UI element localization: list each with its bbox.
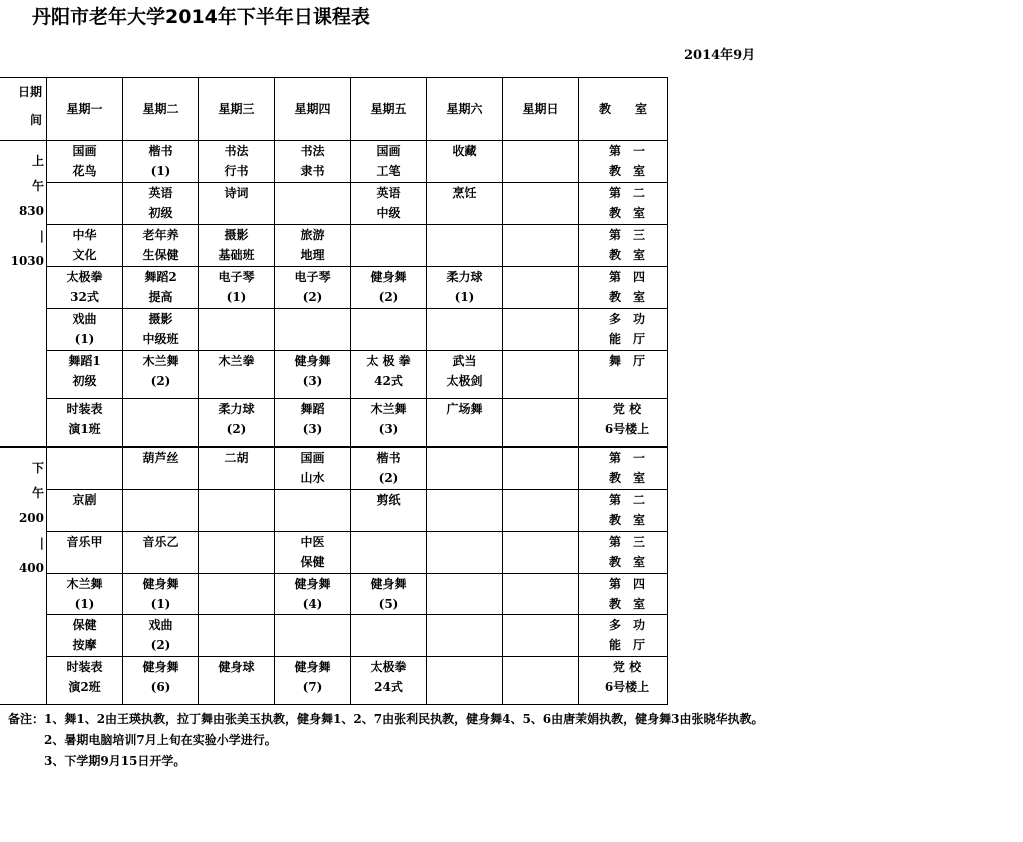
course-cell — [199, 532, 275, 574]
cell-line: 初级 — [72, 374, 97, 388]
cell-line: 24式 — [374, 680, 403, 694]
cell-line: 太极剑 — [446, 374, 483, 388]
cell-line: 健身舞 — [370, 577, 407, 591]
course-cell — [199, 657, 275, 705]
cell-line: 隶书 — [300, 164, 325, 178]
classroom-line: 教 室 — [608, 248, 645, 262]
course-cell — [123, 399, 199, 448]
course-cell — [351, 351, 427, 399]
course-cell — [427, 225, 503, 267]
cell-line: 健身舞 — [142, 660, 179, 674]
classroom-line: 教 室 — [608, 513, 645, 527]
course-cell — [47, 574, 123, 615]
course-cell — [275, 183, 351, 225]
classroom-cell — [579, 225, 668, 267]
cell-line: (1) — [150, 597, 171, 611]
course-cell — [275, 574, 351, 615]
course-cell — [503, 657, 579, 705]
classroom-line: 教 室 — [608, 597, 645, 611]
cell-line: 摄影 — [148, 312, 173, 326]
schedule-row — [0, 309, 668, 351]
classroom-line: 6号楼上 — [604, 422, 650, 436]
cell-line: 音乐甲 — [66, 535, 103, 549]
course-cell — [199, 309, 275, 351]
cell-line: 书法 — [300, 144, 325, 158]
schedule-row — [0, 615, 668, 657]
cell-line: (2) — [302, 290, 323, 304]
cell-line: 演1班 — [68, 422, 101, 436]
cell-line: 木兰舞 — [66, 577, 103, 591]
course-cell — [47, 615, 123, 657]
cell-line: (2) — [150, 638, 171, 652]
classroom-line: 第 一 — [608, 451, 645, 465]
cell-line: 老年养 — [142, 228, 179, 242]
cell-line: 木兰拳 — [218, 354, 255, 368]
schedule-row — [0, 183, 668, 225]
course-cell — [199, 615, 275, 657]
header-corner: 日期 间 — [0, 78, 47, 141]
course-cell — [123, 657, 199, 705]
course-cell — [351, 225, 427, 267]
cell-line: 行书 — [224, 164, 249, 178]
cell-line: 400 — [18, 561, 44, 575]
cell-line: (2) — [378, 471, 399, 485]
cell-line: 柔力球 — [218, 402, 255, 416]
course-cell — [275, 225, 351, 267]
classroom-cell — [579, 615, 668, 657]
course-cell — [199, 490, 275, 532]
cell-line: 剪纸 — [376, 493, 401, 507]
cell-line: 舞蹈 — [300, 402, 325, 416]
course-cell — [123, 574, 199, 615]
cell-line: 中华 — [72, 228, 97, 242]
course-cell — [351, 267, 427, 309]
course-cell — [503, 615, 579, 657]
cell-line: 收藏 — [452, 144, 477, 158]
classroom-line: 教 室 — [608, 471, 645, 485]
cell-line: 演2班 — [68, 680, 101, 694]
course-cell — [123, 309, 199, 351]
schedule-row — [0, 532, 668, 574]
schedule-row — [0, 399, 668, 448]
course-cell — [123, 183, 199, 225]
course-cell — [351, 399, 427, 448]
cell-line: 京剧 — [72, 493, 97, 507]
course-cell — [275, 615, 351, 657]
classroom-line: 第 四 — [608, 270, 645, 284]
course-cell — [123, 490, 199, 532]
schedule-row — [0, 657, 668, 705]
course-cell — [427, 447, 503, 490]
header-day: 星期四 — [275, 78, 351, 141]
cell-line: 英语 — [148, 186, 173, 200]
cell-line: 国画 — [376, 144, 401, 158]
cell-line: | — [39, 536, 44, 550]
schedule-row — [0, 351, 668, 399]
classroom-line: 教 室 — [608, 290, 645, 304]
cell-line: (3) — [378, 422, 399, 436]
classroom-cell — [579, 532, 668, 574]
classroom-cell — [579, 183, 668, 225]
cell-line: (2) — [378, 290, 399, 304]
page-title: 丹阳市老年大学2014年下半年日课程表 — [32, 6, 370, 28]
course-cell — [351, 615, 427, 657]
note-line: 3、下学期9月15日开学。 — [8, 754, 186, 768]
classroom-line: 第 四 — [608, 577, 645, 591]
cell-line: 中级班 — [142, 332, 179, 346]
cell-line: 基础班 — [218, 248, 255, 262]
cell-line: 保健 — [300, 555, 325, 569]
header-day: 星期一 — [47, 78, 123, 141]
course-cell — [351, 447, 427, 490]
course-cell — [199, 141, 275, 183]
course-cell — [275, 532, 351, 574]
course-cell — [275, 657, 351, 705]
cell-line: 摄影 — [224, 228, 249, 242]
cell-line: 英语 — [376, 186, 401, 200]
classroom-line: 第 二 — [608, 493, 645, 507]
course-cell — [275, 141, 351, 183]
course-cell — [47, 447, 123, 490]
schedule-row — [0, 490, 668, 532]
cell-line: 太极拳 — [66, 270, 103, 284]
classroom-cell — [579, 141, 668, 183]
cell-line: 1030 — [10, 254, 44, 268]
classroom-line: 教 室 — [608, 164, 645, 178]
classroom-line: 舞 厅 — [608, 354, 645, 368]
course-cell — [503, 351, 579, 399]
classroom-cell — [579, 267, 668, 309]
classroom-line: 党 校 — [612, 402, 642, 416]
course-cell — [351, 657, 427, 705]
course-cell — [199, 399, 275, 448]
classroom-cell — [579, 490, 668, 532]
classroom-cell — [579, 309, 668, 351]
cell-line: 国画 — [300, 451, 325, 465]
course-cell — [47, 309, 123, 351]
header-room: 教 室 — [579, 78, 668, 141]
cell-line: 保健 — [72, 618, 97, 632]
header-row — [0, 78, 668, 141]
course-cell — [427, 490, 503, 532]
course-cell — [351, 141, 427, 183]
classroom-line: 能 厅 — [608, 638, 645, 652]
classroom-line: 第 二 — [608, 186, 645, 200]
header-day: 星期五 — [351, 78, 427, 141]
cell-line: 戏曲 — [72, 312, 97, 326]
cell-line: 戏曲 — [148, 618, 173, 632]
course-cell — [47, 141, 123, 183]
course-cell — [275, 490, 351, 532]
course-cell — [351, 309, 427, 351]
course-cell — [503, 225, 579, 267]
course-cell — [123, 225, 199, 267]
course-cell — [275, 399, 351, 448]
course-cell — [351, 183, 427, 225]
cell-line: 地理 — [300, 248, 325, 262]
schedule-table — [0, 77, 668, 705]
cell-line: 舞蹈1 — [68, 354, 101, 368]
course-cell — [427, 657, 503, 705]
course-cell — [427, 267, 503, 309]
course-cell — [199, 267, 275, 309]
cell-line: 健身球 — [218, 660, 255, 674]
classroom-line: 能 厅 — [608, 332, 645, 346]
cell-line: 烹饪 — [452, 186, 477, 200]
course-cell — [47, 183, 123, 225]
course-cell — [427, 141, 503, 183]
schedule-row — [0, 225, 668, 267]
cell-line: 200 — [18, 511, 44, 525]
schedule-row — [0, 267, 668, 309]
header-day: 星期二 — [123, 78, 199, 141]
course-cell — [199, 447, 275, 490]
schedule-row — [0, 574, 668, 615]
cell-line: 时装表 — [66, 402, 103, 416]
course-cell — [427, 399, 503, 448]
course-cell — [47, 399, 123, 448]
cell-line: (3) — [302, 422, 323, 436]
cell-line: 电子琴 — [294, 270, 331, 284]
cell-line: (1) — [150, 164, 171, 178]
cell-line: 健身舞 — [294, 577, 331, 591]
cell-line: (3) — [302, 374, 323, 388]
course-cell — [503, 574, 579, 615]
cell-line: 诗词 — [224, 186, 249, 200]
classroom-cell — [579, 399, 668, 448]
course-cell — [427, 183, 503, 225]
course-cell — [47, 267, 123, 309]
course-cell — [199, 183, 275, 225]
cell-line: (2) — [226, 422, 247, 436]
cell-line: 文化 — [72, 248, 97, 262]
course-cell — [47, 532, 123, 574]
afternoon-session-label — [0, 447, 47, 705]
cell-line: 中级 — [376, 206, 401, 220]
cell-line: 时装表 — [66, 660, 103, 674]
cell-line: 工笔 — [376, 164, 401, 178]
cell-line: 旅游 — [300, 228, 325, 242]
cell-line: (2) — [150, 374, 171, 388]
cell-line: 木兰舞 — [370, 402, 407, 416]
course-cell — [123, 141, 199, 183]
cell-line: 健身舞 — [142, 577, 179, 591]
course-cell — [427, 615, 503, 657]
classroom-cell — [579, 657, 668, 705]
course-cell — [275, 351, 351, 399]
course-cell — [503, 532, 579, 574]
course-cell — [503, 399, 579, 448]
cell-line: (1) — [226, 290, 247, 304]
cell-line: 舞蹈2 — [144, 270, 177, 284]
cell-line: 按摩 — [72, 638, 97, 652]
course-cell — [123, 615, 199, 657]
cell-line: 初级 — [148, 206, 173, 220]
course-cell — [123, 351, 199, 399]
course-cell — [427, 309, 503, 351]
classroom-cell — [579, 447, 668, 490]
cell-line: (1) — [454, 290, 475, 304]
cell-line: 太 极 拳 — [366, 354, 411, 368]
course-cell — [123, 267, 199, 309]
course-cell — [351, 532, 427, 574]
course-cell — [427, 351, 503, 399]
course-cell — [47, 225, 123, 267]
cell-line: (5) — [378, 597, 399, 611]
classroom-line: 党 校 — [612, 660, 642, 674]
note-line: 备注：1、舞1、2由王瑛执教，拉丁舞由张美玉执教，健身舞1、2、7由张利民执教，健身舞4、5、6由唐茉娟执教，健身舞3由张晓华执教。 — [8, 712, 764, 726]
cell-line: 书法 — [224, 144, 249, 158]
course-cell — [199, 574, 275, 615]
document-date: 2014年9月 — [684, 48, 756, 63]
cell-line: 午 — [31, 486, 44, 500]
course-cell — [503, 183, 579, 225]
cell-line: 中医 — [300, 535, 325, 549]
schedule-row — [0, 141, 668, 183]
classroom-line: 6号楼上 — [604, 680, 650, 694]
cell-line: 32式 — [70, 290, 99, 304]
cell-line: | — [39, 229, 44, 243]
cell-line: (6) — [150, 680, 171, 694]
cell-line: 二胡 — [224, 451, 249, 465]
cell-line: 武当 — [452, 354, 477, 368]
course-cell — [503, 490, 579, 532]
cell-line: 上 — [31, 154, 44, 168]
cell-line: 山水 — [300, 471, 325, 485]
cell-line: 楷书 — [148, 144, 173, 158]
cell-line: 提高 — [148, 290, 173, 304]
course-cell — [427, 574, 503, 615]
course-cell — [199, 225, 275, 267]
cell-line: 电子琴 — [218, 270, 255, 284]
cell-line: 花鸟 — [72, 164, 97, 178]
course-cell — [427, 532, 503, 574]
cell-line: 健身舞 — [294, 354, 331, 368]
classroom-line: 第 三 — [608, 228, 645, 242]
cell-line: 生保健 — [142, 248, 179, 262]
cell-line: (1) — [74, 332, 95, 346]
cell-line: 下 — [31, 461, 44, 475]
header-day: 星期日 — [503, 78, 579, 141]
classroom-line: 多 功 — [608, 312, 645, 326]
classroom-cell — [579, 351, 668, 399]
cell-line: 国画 — [72, 144, 97, 158]
cell-line: 42式 — [374, 374, 403, 388]
cell-line: (7) — [302, 680, 323, 694]
course-cell — [47, 351, 123, 399]
schedule-row — [0, 447, 668, 490]
course-cell — [275, 267, 351, 309]
cell-line: 音乐乙 — [142, 535, 179, 549]
course-cell — [503, 267, 579, 309]
course-cell — [351, 490, 427, 532]
cell-line: 健身舞 — [370, 270, 407, 284]
course-cell — [503, 447, 579, 490]
course-cell — [47, 490, 123, 532]
classroom-line: 多 功 — [608, 618, 645, 632]
course-cell — [351, 574, 427, 615]
classroom-line: 教 室 — [608, 555, 645, 569]
course-cell — [199, 351, 275, 399]
classroom-line: 第 一 — [608, 144, 645, 158]
classroom-line: 第 三 — [608, 535, 645, 549]
cell-line: 楷书 — [376, 451, 401, 465]
cell-line: 木兰舞 — [142, 354, 179, 368]
course-cell — [123, 447, 199, 490]
classroom-line: 教 室 — [608, 206, 645, 220]
classroom-cell — [579, 574, 668, 615]
cell-line: 太极拳 — [370, 660, 407, 674]
cell-line: (4) — [302, 597, 323, 611]
course-cell — [47, 657, 123, 705]
course-cell — [123, 532, 199, 574]
cell-line: 柔力球 — [446, 270, 483, 284]
course-cell — [275, 447, 351, 490]
cell-line: 午 — [31, 179, 44, 193]
cell-line: (1) — [74, 597, 95, 611]
course-cell — [503, 141, 579, 183]
header-day: 星期三 — [199, 78, 275, 141]
morning-session-label — [0, 141, 47, 448]
cell-line: 健身舞 — [294, 660, 331, 674]
course-cell — [503, 309, 579, 351]
header-day: 星期六 — [427, 78, 503, 141]
course-cell — [275, 309, 351, 351]
cell-line: 830 — [18, 204, 44, 218]
cell-line: 葫芦丝 — [142, 451, 179, 465]
note-line: 2、暑期电脑培训7月上旬在实验小学进行。 — [8, 733, 277, 747]
cell-line: 广场舞 — [446, 402, 483, 416]
